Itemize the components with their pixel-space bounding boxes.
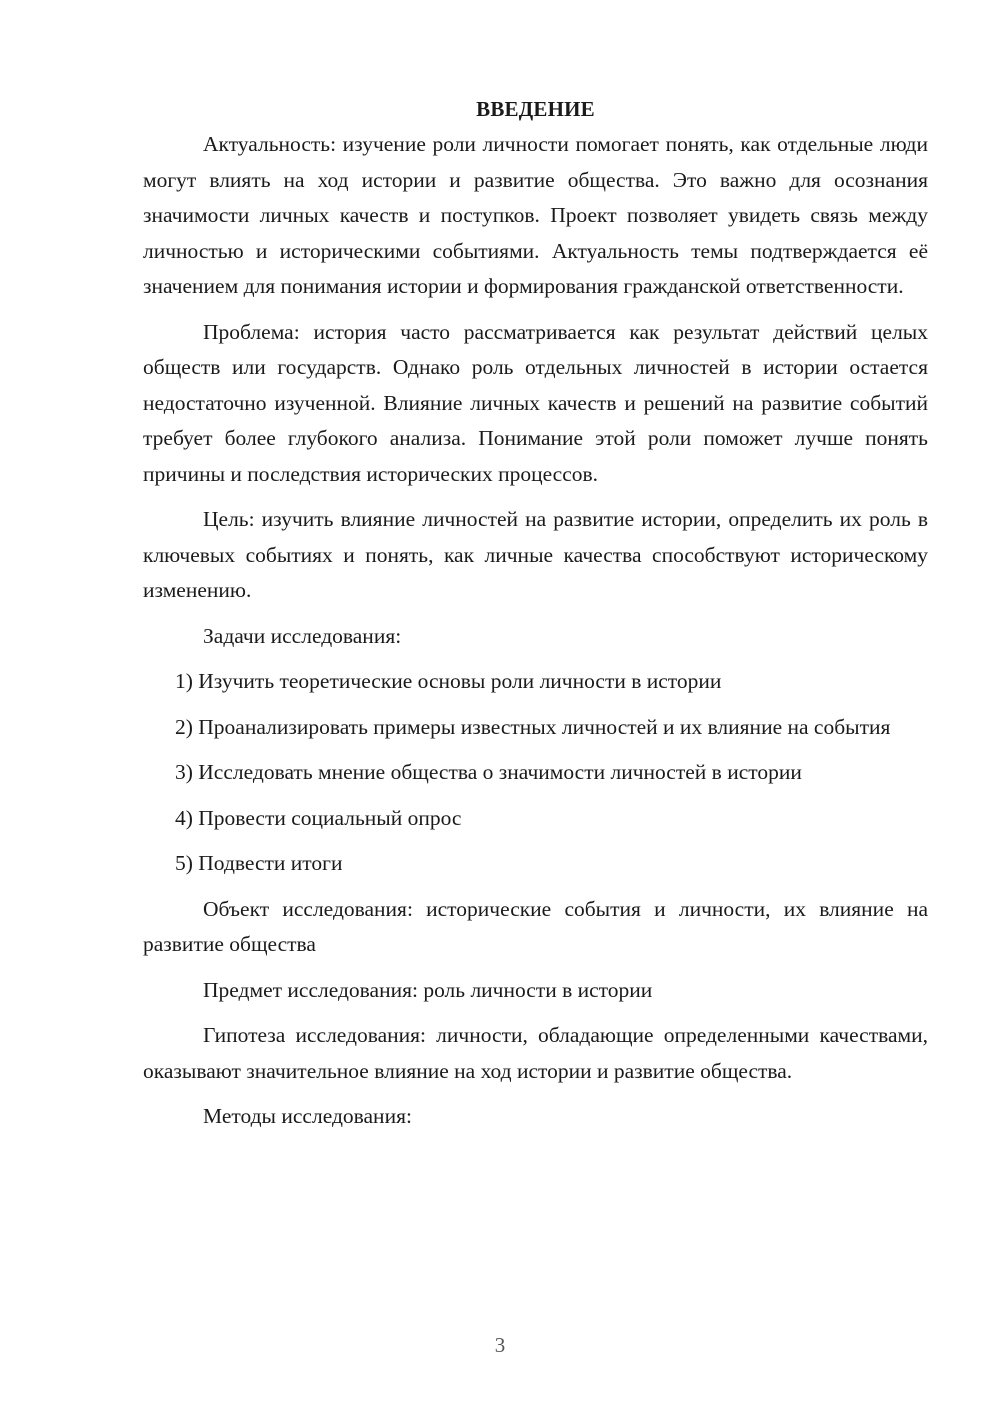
list-item: 3) Исследовать мнение общества о значимости личностей в истории bbox=[175, 760, 802, 784]
page-title: ВВЕДЕНИЕ bbox=[476, 97, 595, 121]
tasks-list bbox=[143, 664, 928, 882]
paragraph-relevance: Актуальность: изучение роли личности помогает понять, как отдельные люди могут влиять на ход истории и развитие общества. Это важно для осознания значимости личных качеств и поступков. Проект позволяет увидеть связь между личностью и историческими событиями. Актуальность темы подтверждается её значением для понимания истории и формирования гражданской ответственности. bbox=[143, 132, 928, 298]
paragraph-object: Объект исследования: исторические события и личности, их влияние на развитие общества bbox=[143, 896, 928, 956]
document-page bbox=[143, 92, 928, 1135]
list-item: 1) Изучить теоретические основы роли личности в истории bbox=[175, 669, 722, 693]
paragraph-problem: Проблема: история часто рассматривается как результат действий целых обществ или государств. Однако роль отдельных личностей в истории остается недостаточно изученной. Влияние личных качеств и решений на развитие событий требует более глубокого анализа. Понимание этой роли поможет лучше понять причины и последствия исторических процессов. bbox=[143, 319, 928, 486]
paragraph-hypothesis: Гипотеза исследования: личности, обладающие определенными качествами, оказывают значительное влияние на ход истории и развитие общества. bbox=[143, 1023, 928, 1083]
paragraph-subject: Предмет исследования: роль личности в истории bbox=[203, 977, 653, 1002]
tasks-heading: Задачи исследования: bbox=[203, 623, 402, 648]
paragraph-goal: Цель: изучить влияние личностей на развитие истории, определить их роль в ключевых событиях и понять, как личные качества способствуют историческому изменению. bbox=[143, 507, 928, 602]
page-number: 3 bbox=[494, 1333, 506, 1357]
list-item: 4) Провести социальный опрос bbox=[175, 805, 462, 830]
list-item: 2) Проанализировать примеры известных личностей и их влияние на события bbox=[175, 714, 891, 739]
list-item: 5) Подвести итоги bbox=[175, 851, 343, 875]
methods-heading: Методы исследования: bbox=[203, 1104, 412, 1128]
